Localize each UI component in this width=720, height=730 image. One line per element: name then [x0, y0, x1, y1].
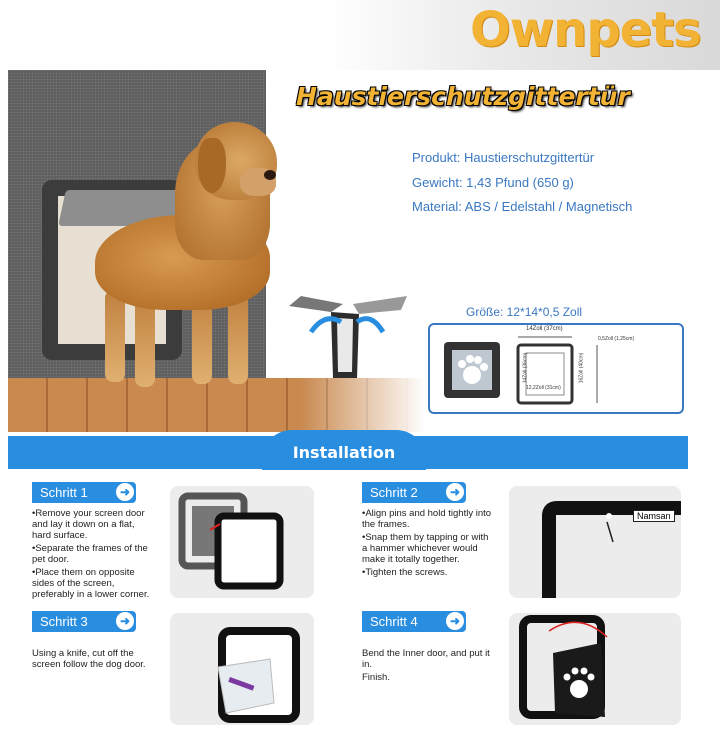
dog-leg — [105, 290, 125, 382]
spec-material: Material: ABS / Edelstahl / Magnetisch — [412, 199, 633, 214]
step-2-image — [509, 486, 681, 598]
step-line: Finish. — [362, 672, 390, 683]
dog-nose — [264, 170, 276, 180]
step-3-image — [170, 613, 314, 725]
size-label: Größe: 12*14*0,5 Zoll — [466, 305, 583, 319]
step-line: •Align pins and hold tightly into the frames. — [362, 508, 492, 530]
floor-fade — [300, 378, 440, 432]
step-4-image — [509, 613, 681, 725]
arrow-right-circle-icon: ➜ — [446, 483, 464, 501]
dim-thickness: 0,5Zoll (1,25cm) — [598, 336, 635, 342]
step-line: Using a knife, cut off the screen follow the dog door. — [32, 648, 146, 670]
product-title: Haustierschutzgittertür — [296, 82, 630, 111]
dim-inner-width: 12,2Zoll (31cm) — [526, 385, 561, 391]
spec-weight: Gewicht: 1,43 Pfund (650 g) — [412, 175, 574, 190]
brand-logo: Ownpets — [470, 2, 701, 58]
step-4-text — [362, 648, 492, 685]
step-3-text — [32, 648, 156, 672]
dim-inner-height: 16Zoll (40cm) — [578, 352, 585, 384]
step-line: •Snap them by tapping or with a hammer whichever would make it totally together. — [362, 532, 489, 565]
step-line: Bend the Inner door, and put it in. — [362, 648, 490, 670]
step-1-text — [32, 508, 156, 602]
step-line: •Tighten the screws. — [362, 567, 448, 578]
dim-height: 14Zoll (36cm) — [522, 352, 529, 384]
brand-tag: Namsan — [633, 510, 675, 522]
step-label-text: Schritt 3 — [40, 614, 88, 629]
installation-title: Installation — [282, 436, 406, 469]
spec-product: Produkt: Haustierschutzgittertür — [412, 150, 595, 165]
step-label-text: Schritt 4 — [370, 614, 418, 629]
step-1-image — [170, 486, 314, 598]
step-1-label — [32, 482, 136, 503]
dog-ear — [198, 138, 226, 193]
step-label-text: Schritt 1 — [40, 485, 88, 500]
dim-width: 14Zoll (37cm) — [526, 326, 563, 332]
step-4-label — [362, 611, 466, 632]
arrow-right-circle-icon: ➜ — [116, 483, 134, 501]
arrow-right-circle-icon: ➜ — [446, 612, 464, 630]
step-2-label — [362, 482, 466, 503]
step-line: •Separate the frames of the pet door. — [32, 543, 148, 565]
unfolded-door-illustration — [285, 292, 413, 384]
step-line: •Remove your screen door and lay it down on a flat, hard surface. — [32, 508, 145, 541]
step-line: •Place them on opposite sides of the screen, preferably in a lower corner. — [32, 567, 150, 600]
size-diagram-box — [428, 323, 684, 414]
step-2-text — [362, 508, 492, 580]
step-label-text: Schritt 2 — [370, 485, 418, 500]
step-3-label — [32, 611, 136, 632]
arrow-right-circle-icon: ➜ — [116, 612, 134, 630]
